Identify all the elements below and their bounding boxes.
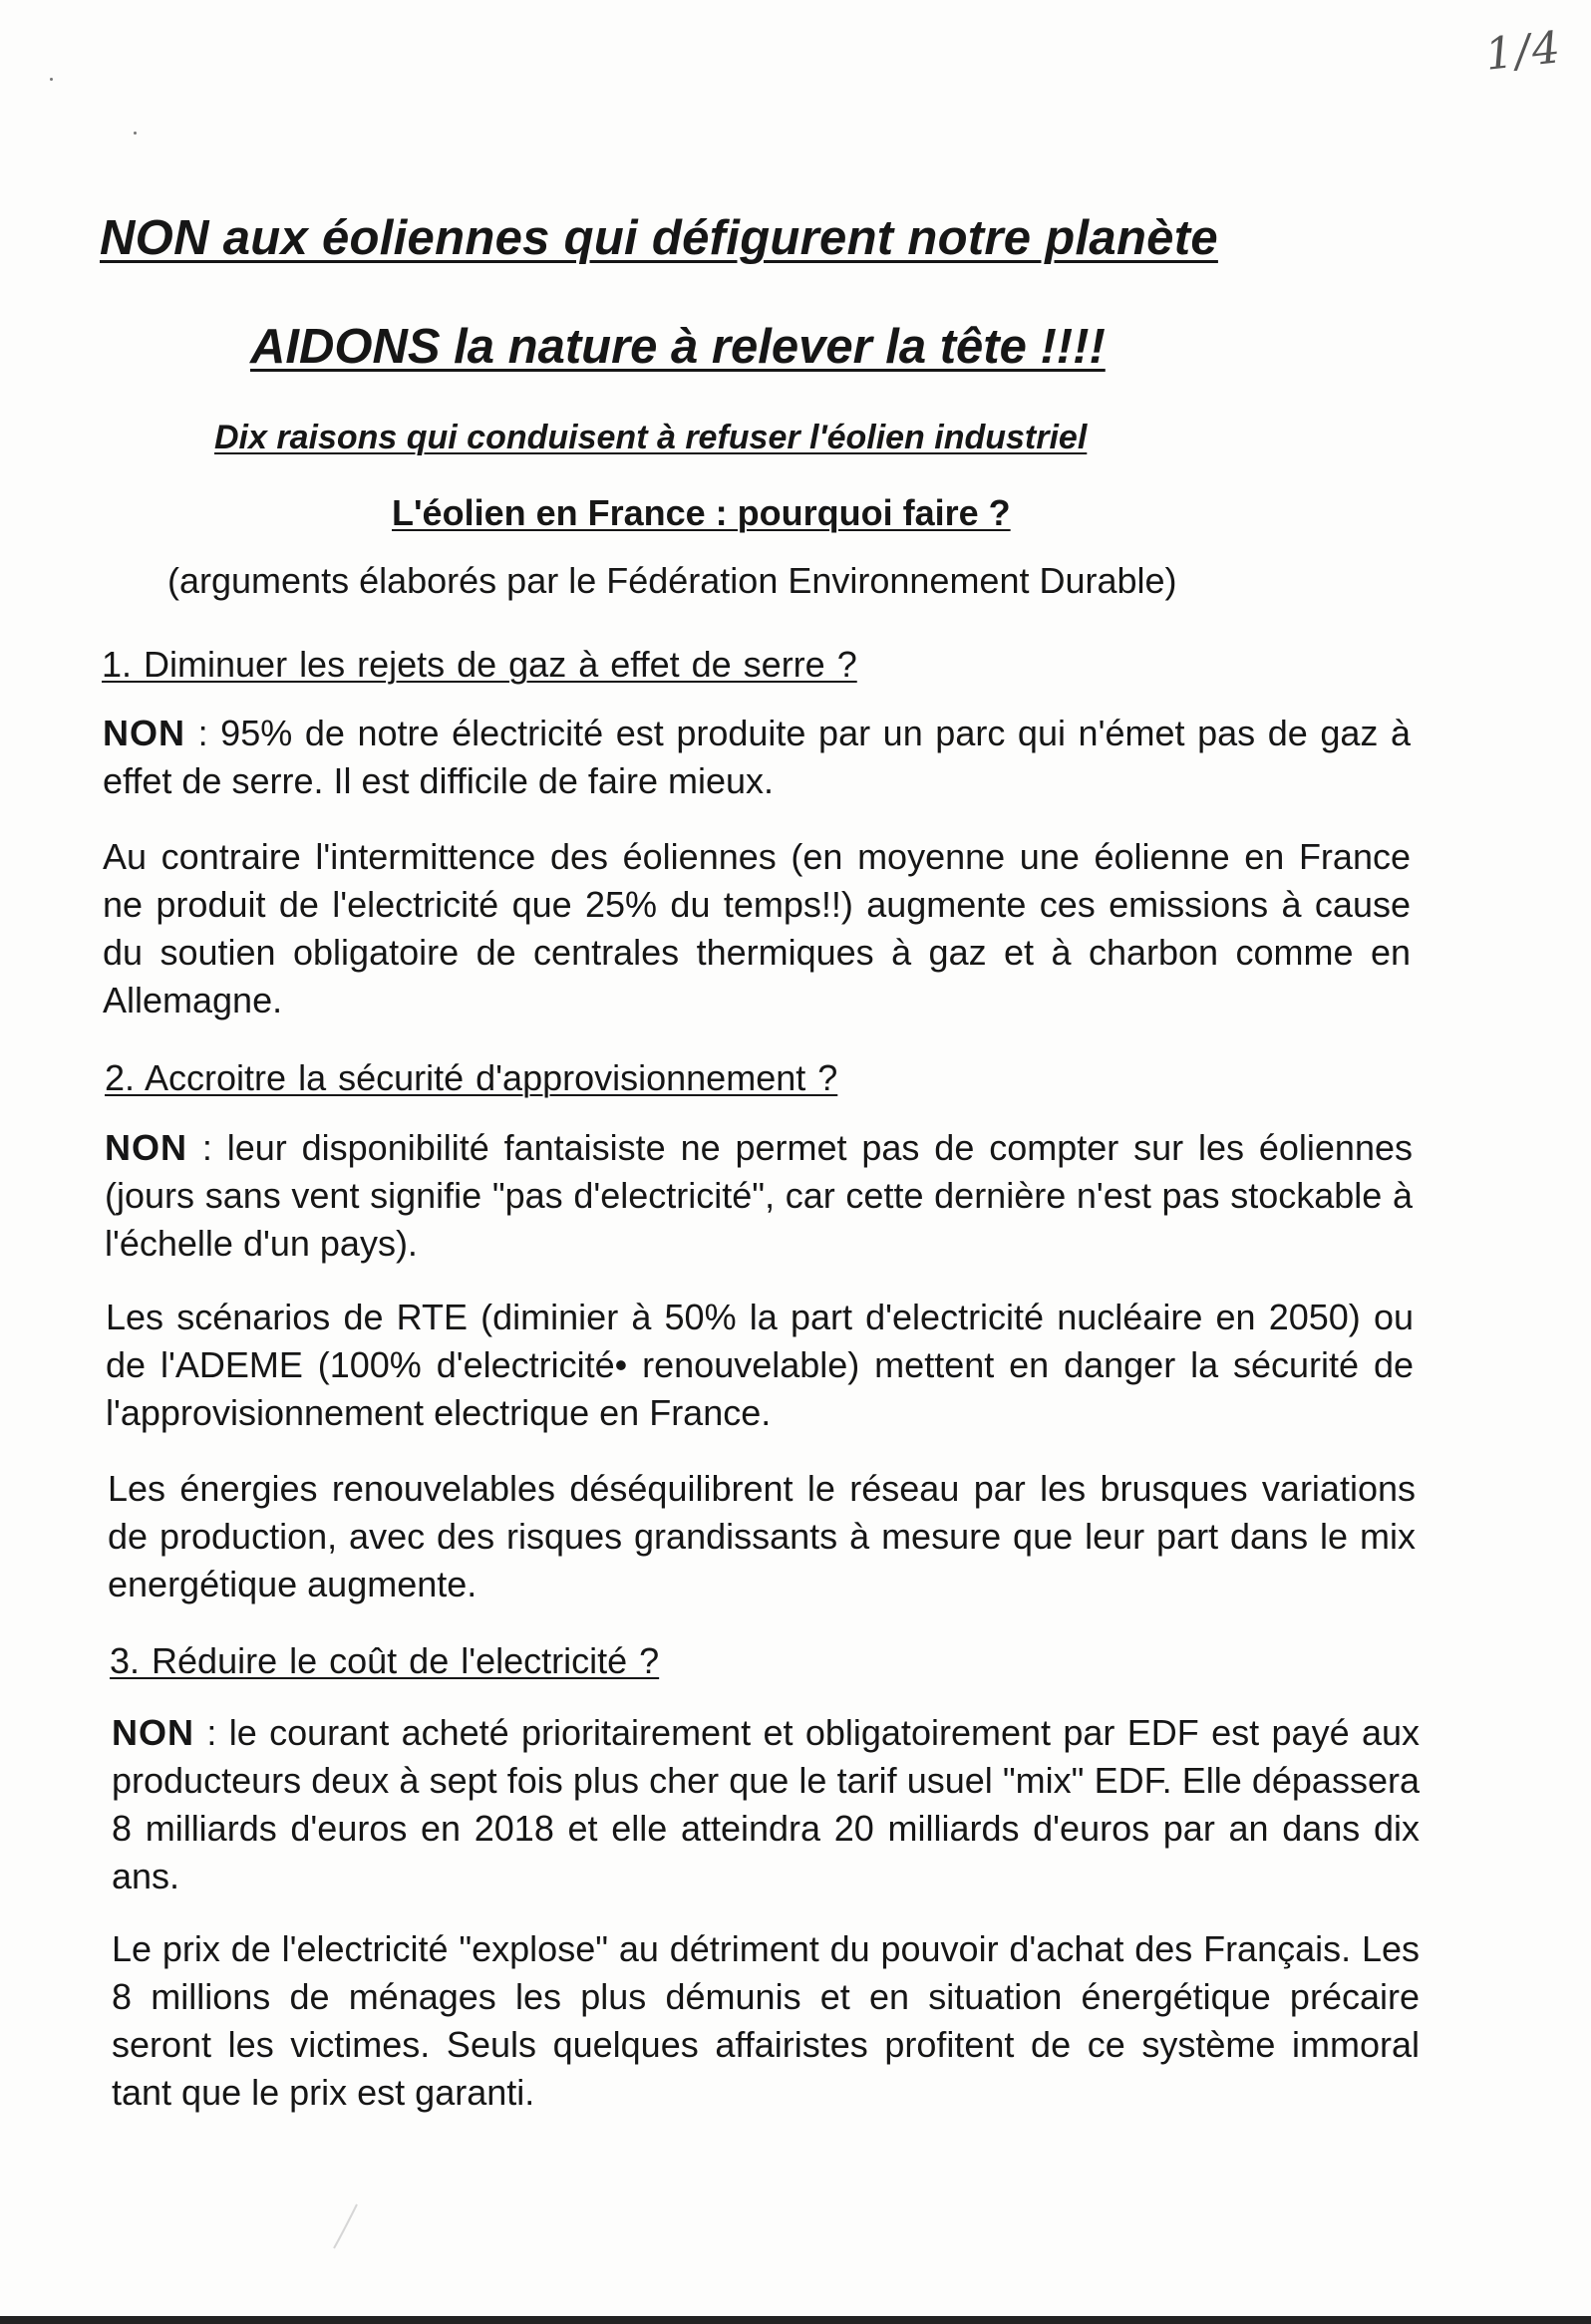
paragraph-text: Les scénarios de RTE (diminier à 50% la part d'electricité nucléaire en 2050) ou de l'ADEME (100% d'electricité• renouvelable) mettent en danger la sécurité de l'approvisionnement electrique en France. xyxy=(106,1297,1414,1433)
page-number: 1/4 xyxy=(1482,22,1565,81)
scan-speck xyxy=(134,132,137,135)
section-2-paragraph-1 xyxy=(105,1124,1413,1268)
subtitle: Dix raisons qui conduisent à refuser l'éolien industriel xyxy=(214,419,1088,456)
section-2-paragraph-3 xyxy=(108,1465,1416,1608)
paragraph-text: Les énergies renouvelables déséquilibrent le réseau par les brusques variations de production, avec des risques grandissants à mesure que leur part dans le mix energétique augmente. xyxy=(108,1468,1416,1604)
section-1-heading: 1. Diminuer les rejets de gaz à effet de serre ? xyxy=(102,644,857,685)
title-line-2: AIDONS la nature à relever la tête !!!! xyxy=(250,320,1106,374)
non-label: NON xyxy=(112,1712,194,1753)
non-label: NON xyxy=(103,713,185,753)
section-3-paragraph-1 xyxy=(112,1709,1420,1900)
paragraph-text: : le courant acheté prioritairement et obligatoirement par EDF est payé aux producteurs deux à sept fois plus cher que le tarif usuel "mix" EDF. Elle dépassera 8 milliards d'euros en 2018 et elle atteindra 20 milliards d'euros par an dans dix ans. xyxy=(112,1712,1420,1896)
scan-speck xyxy=(50,78,53,81)
paragraph-text: : 95% de notre électricité est produite par un parc qui n'émet pas de gaz à effet de serre. Il est difficile de faire mieux. xyxy=(103,713,1411,801)
section-2-heading: 2. Accroitre la sécurité d'approvisionnement ? xyxy=(105,1057,838,1098)
non-label: NON xyxy=(105,1127,187,1168)
section-2-paragraph-2 xyxy=(106,1294,1414,1437)
paragraph-text: Le prix de l'electricité "explose" au détriment du pouvoir d'achat des Français. Les 8 millions de ménages les plus démunis et en situation énergétique précaire seront les victimes. Seuls quelques affairistes profitent de ce système immoral tant que le prix est garanti. xyxy=(112,1928,1420,2113)
section-3-paragraph-2 xyxy=(112,1925,1420,2117)
section-1-paragraph-2 xyxy=(103,833,1411,1024)
paragraph-text: Au contraire l'intermittence des éoliennes (en moyenne une éolienne en France ne produit de l'electricité que 25% du temps!!) augmente ces emissions à cause du soutien obligatoire de centrales thermiques à gaz et à charbon comme en Allemagne. xyxy=(103,836,1411,1020)
pen-mark xyxy=(331,2202,361,2252)
section-1-paragraph-1 xyxy=(103,710,1411,805)
scan-bottom-edge xyxy=(0,2316,1591,2324)
source-note: (arguments élaborés par le Fédération Environnement Durable) xyxy=(167,560,1177,601)
section-3-heading: 3. Réduire le coût de l'electricité ? xyxy=(110,1640,660,1681)
question-heading: L'éolien en France : pourquoi faire ? xyxy=(392,492,1011,533)
title-line-1: NON aux éoliennes qui défigurent notre planète xyxy=(100,211,1218,265)
paragraph-text: : leur disponibilité fantaisiste ne permet pas de compter sur les éoliennes (jours sans vent signifie "pas d'electricité", car cette dernière n'est pas stockable à l'échelle d'un pays). xyxy=(105,1127,1413,1264)
